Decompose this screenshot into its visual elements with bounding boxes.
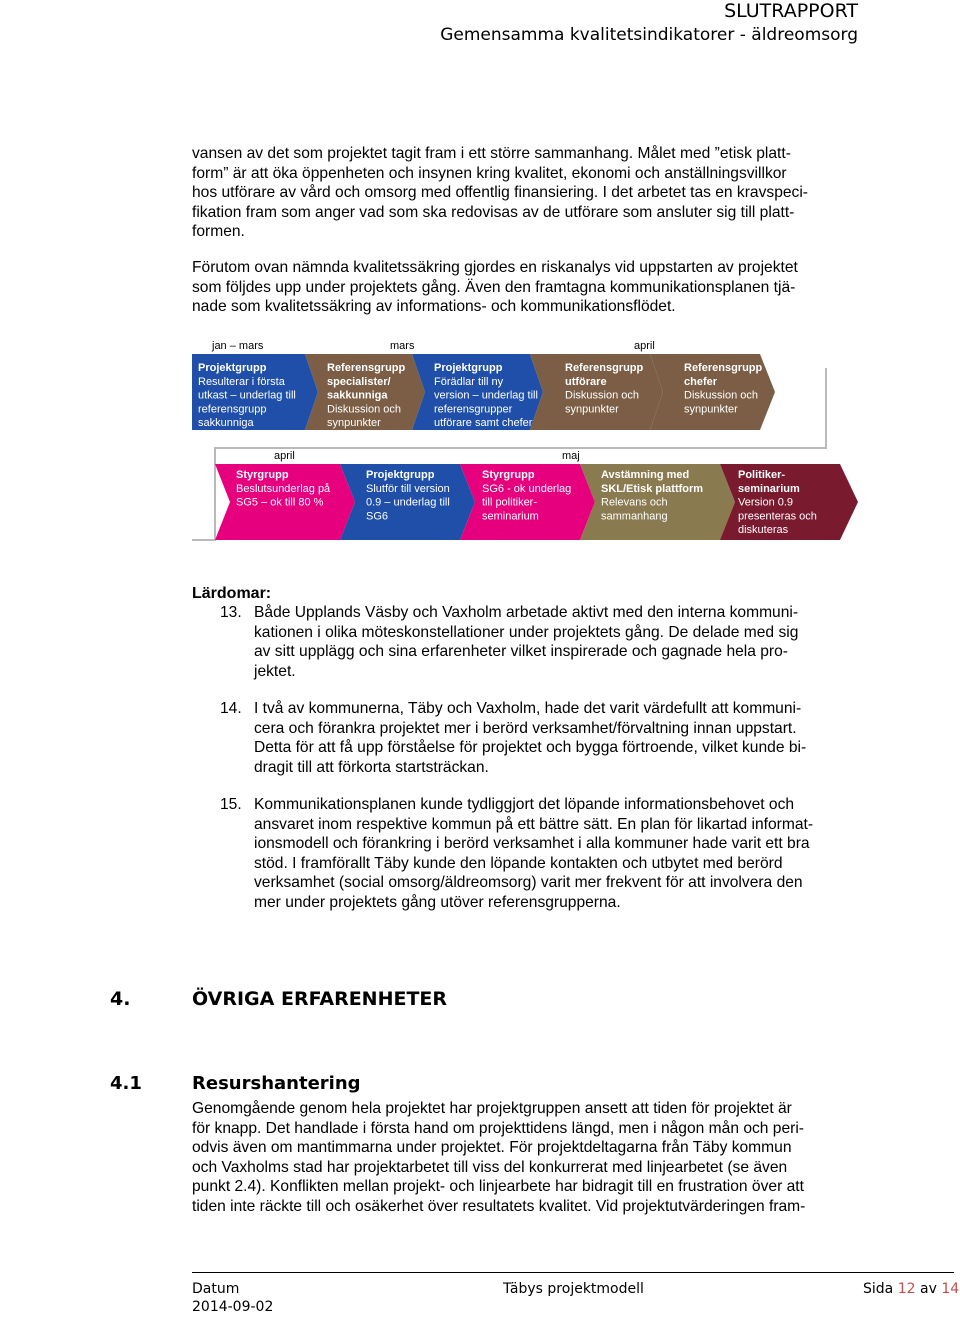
footer-page-number	[863, 1281, 959, 1297]
text-line: dragit till att förkorta startsträckan.	[254, 758, 489, 776]
row2-step-0-body: SG5 – ok till 80 %	[236, 496, 324, 509]
row1-step-0-heading: Projektgrupp	[198, 362, 267, 374]
footer-date: 2014-09-02	[192, 1299, 274, 1315]
timeline-label: april	[634, 340, 655, 352]
footer-divider	[192, 1272, 954, 1273]
text-line: punkt 2.4). Konflikten mellan projekt- och linjearbete har bidragit till en frustration över att	[192, 1178, 804, 1195]
row1-step-2-body: utförare samt chefer	[434, 417, 533, 430]
timeline-label: april	[274, 450, 295, 462]
row2-step-2-body: seminarium	[482, 510, 539, 523]
row2-step-3-heading: Avstämning med	[601, 469, 690, 481]
section-4-1-title: Resurshantering	[192, 1073, 361, 1094]
row2-step-0-body: Beslutsunderlag på	[236, 482, 331, 495]
row2-step-4-body: diskuteras	[738, 524, 789, 537]
text-line: Förutom ovan nämnda kvalitetssäkring gjordes en riskanalys vid uppstarten av projektet	[192, 259, 798, 276]
row1-step-0-body: referensgrupp	[198, 403, 267, 416]
of-word: av	[919, 1281, 937, 1297]
text-line: fikation fram som anger vad som ska redovisas av de utförare som ansluter sig till platt-	[192, 203, 795, 221]
section-4-number: 4.	[110, 988, 131, 1010]
text-line: Detta för att få upp förståelse för projektet och bygga förtroende, vilket kunde bi-	[254, 739, 807, 756]
lessons-heading: Lärdomar:	[192, 585, 272, 602]
row1-step-4-body: synpunkter	[684, 403, 738, 416]
text-line: verksamhet (social omsorg/äldreomsorg) varit mer frekvent för att involvera den	[254, 874, 803, 891]
timeline-label: mars	[390, 340, 415, 352]
text-line: vansen av det som projektet tagit fram i ett större sammanhang. Målet med ”etisk platt-	[192, 145, 791, 162]
timeline-label: maj	[562, 450, 580, 462]
row1-step-1-heading: Referensgrupp	[327, 362, 406, 374]
text-line: form” är att öka öppenheten och insynen kring kvalitet, ekonomi och anställningsvillkor	[192, 164, 787, 182]
row2-step-4-body: presenteras och	[738, 510, 817, 523]
current-page: 12	[897, 1281, 916, 1297]
row2-step-1-body: SG6	[366, 510, 389, 523]
row2-step-2-body: till politiker-	[482, 496, 538, 509]
text-line: I två av kommunerna, Täby och Vaxholm, hade det varit värdefullt att kommuni-	[254, 700, 802, 717]
text-line: Både Upplands Väsby och Vaxholm arbetade aktivt med den interna kommuni-	[254, 604, 799, 621]
row2-step-1-heading: Projektgrupp	[366, 469, 435, 481]
row1-step-2-body: Förädlar till ny	[434, 375, 504, 388]
text-line: jektet.	[254, 662, 296, 680]
process-diagram	[0, 330, 960, 560]
text-line: för knapp. Det handlade i första hand om projekttidens längd, men i någon mån och peri-	[192, 1119, 804, 1137]
text-line: hos utförare av vård och omsorg med offentlig finansiering. I det arbetet tas en kravspeci-	[192, 184, 808, 201]
row2-step-2-heading: Styrgrupp	[482, 469, 535, 481]
row2-step-3-heading: SKL/Etisk plattform	[601, 482, 704, 495]
intro-paragraph-2	[192, 258, 852, 317]
row1-step-1-body: Diskussion och	[327, 403, 401, 416]
lesson-number: 13.	[220, 604, 242, 621]
row2-step-4-heading: seminarium	[738, 482, 800, 495]
row2-step-3-body: sammanhang	[601, 510, 668, 523]
text-line: mer under projektets gång utöver referensgrupperna.	[254, 893, 621, 911]
row1-step-3-body: synpunkter	[565, 403, 619, 416]
row2-step-1-body: 0.9 – underlag till	[366, 496, 450, 509]
row1-step-3-heading: Referensgrupp	[565, 362, 644, 374]
text-line: odvis även om mantimmarna under projektet. För projektdeltagarna från Täby kommun	[192, 1139, 792, 1156]
text-line: stöd. I framförallt Täby kunde den löpande kontakten och utbytet med berörd	[254, 854, 783, 872]
text-line: nade som kvalitetssäkring av informations- och kommunikationsflödet.	[192, 298, 676, 315]
resurs-paragraph	[192, 1099, 852, 1216]
row2-step-4-body: Version 0.9	[738, 496, 794, 509]
lesson-number: 15.	[220, 796, 242, 813]
text-line: som följdes upp under projektets gång. Även den framtagna kommunikationsplanen tjä-	[192, 278, 796, 296]
row1-step-4-heading: Referensgrupp	[684, 362, 763, 374]
row1-step-3-heading: utförare	[565, 375, 607, 388]
page-word: Sida	[863, 1281, 894, 1297]
text-line: tiden inte räckte till och osäkerhet över resultatets kvalitet. Vid projektutvärderingen fram-	[192, 1197, 806, 1215]
footer-datum-label: Datum	[192, 1281, 240, 1297]
text-line: Genomgående genom hela projektet har projektgruppen ansett att tiden för projektet är	[192, 1100, 792, 1117]
row2-step-2-body: SG6 - ok underlag	[482, 482, 572, 495]
text-line: och Vaxholms stad har projektarbetet till viss del konkurrerat med linjearbetet (se även	[192, 1158, 788, 1176]
total-pages: 14	[941, 1281, 960, 1297]
text-line: Kommunikationsplanen kunde tydliggjort det löpande informationsbehovet och	[254, 796, 795, 813]
row2-step-3-body: Relevans och	[601, 496, 668, 509]
text-line: formen.	[192, 223, 245, 240]
row1-step-0-body: sakkunniga	[198, 417, 254, 430]
text-line: ansvaret inom respektive kommun på ett bättre sätt. En plan för likartad informat-	[254, 815, 814, 833]
intro-paragraph-1	[192, 144, 852, 242]
lesson-number: 14.	[220, 700, 242, 717]
row1-step-4-body: Diskussion och	[684, 389, 758, 402]
section-4-1-number: 4.1	[110, 1073, 142, 1094]
text-line: av sitt upplägg och sina erfarenheter vilket inspirerade och gagnade hela pro-	[254, 643, 788, 660]
row1-step-1-heading: specialister/	[327, 375, 391, 388]
text-line: ionsmodell och förankring i berörd verksamhet i alla kommuner hade varit ett bra	[254, 835, 810, 852]
row1-step-2-body: referensgrupper	[434, 403, 513, 416]
row1-step-0-body: Resulterar i första	[198, 375, 285, 388]
row1-step-2-heading: Projektgrupp	[434, 362, 503, 374]
footer-center-text: Täbys projektmodell	[503, 1281, 644, 1297]
row1-step-1-body: synpunkter	[327, 417, 381, 430]
section-4-title: ÖVRIGA ERFARENHETER	[192, 988, 448, 1010]
row1-step-2-body: version – underlag till	[434, 389, 538, 402]
row1-step-0-body: utkast – underlag till	[198, 389, 296, 402]
report-title: SLUTRAPPORT	[724, 0, 858, 22]
row1-step-4-heading: chefer	[684, 375, 718, 388]
row2-step-4-heading: Politiker-	[738, 469, 786, 481]
timeline-label: jan – mars	[212, 340, 264, 352]
text-line: cera och förankra projektet mer i berörd verksamhet/förvaltning innan uppstart.	[254, 719, 797, 737]
text-line: kationen i olika möteskonstellationer under projektets gång. De delade med sig	[254, 623, 799, 641]
row1-step-1-heading: sakkunniga	[327, 389, 388, 402]
report-subtitle: Gemensamma kvalitetsindikatorer - äldreomsorg	[440, 25, 858, 45]
row2-step-0-heading: Styrgrupp	[236, 469, 289, 481]
row1-step-3-body: Diskussion och	[565, 389, 639, 402]
row2-step-1-body: Slutför till version	[366, 482, 450, 495]
